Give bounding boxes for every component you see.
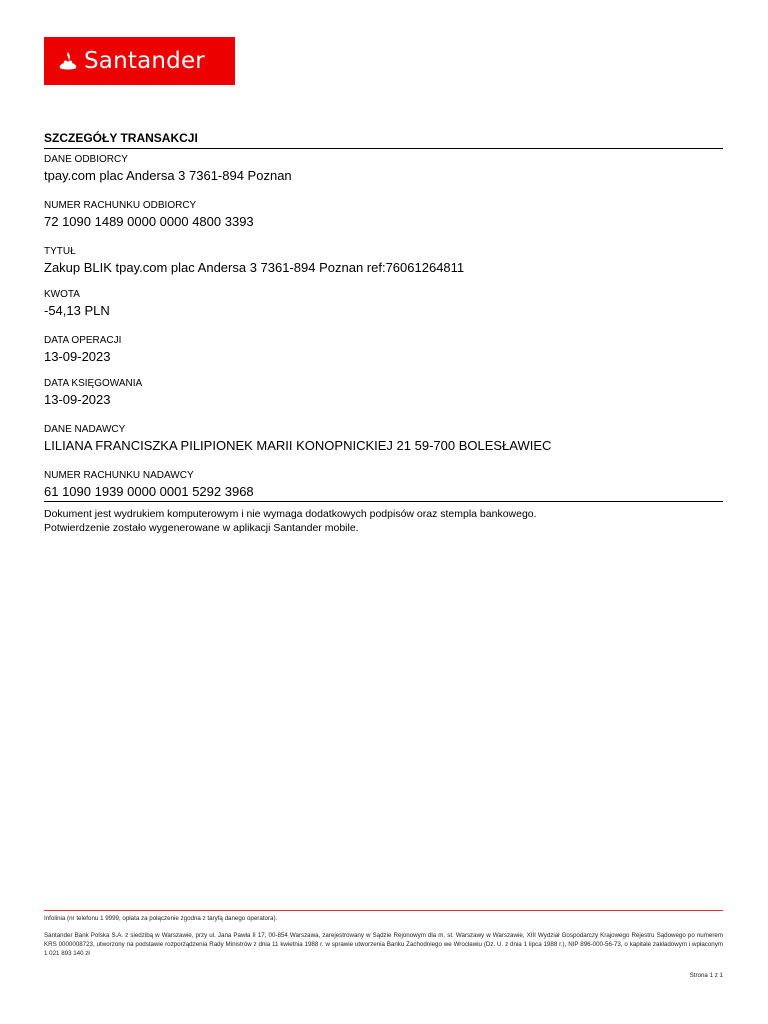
field-recipient — [44, 154, 292, 184]
field-value: 61 1090 1939 0000 0001 5292 3968 — [44, 484, 254, 499]
details-divider — [44, 501, 723, 502]
title-divider — [44, 148, 723, 149]
field-value: 13-09-2023 — [44, 349, 111, 364]
field-value: 72 1090 1489 0000 0000 4800 3393 — [44, 214, 254, 229]
field-operation-date — [44, 335, 121, 365]
field-label: NUMER RACHUNKU ODBIORCY — [44, 200, 197, 211]
footer-divider — [44, 910, 723, 911]
note-line: Dokument jest wydrukiem komputerowym i nie wymaga dodatkowych podpisów oraz stempla bankowego. — [44, 508, 537, 520]
field-label: NUMER RACHUNKU NADAWCY — [44, 470, 194, 481]
field-recipient-account — [44, 200, 254, 230]
footer-hotline: Infolinia (nr telefonu 1 9999, opłata za połączenie zgodna z taryfą danego operatora). — [44, 915, 278, 922]
field-value: -54,13 PLN — [44, 303, 110, 318]
brand-name: Santander — [84, 48, 205, 74]
field-sender-account — [44, 470, 254, 500]
flame-icon — [58, 51, 78, 71]
santander-logo — [44, 37, 235, 85]
field-label: DANE NADAWCY — [44, 424, 126, 435]
field-label: DANE ODBIORCY — [44, 154, 128, 165]
document-note — [44, 507, 537, 535]
field-value: Zakup BLIK tpay.com plac Andersa 3 7361-894 Poznan ref:76061264811 — [44, 260, 465, 275]
field-value: 13-09-2023 — [44, 392, 111, 407]
field-label: DATA KSIĘGOWANIA — [44, 378, 143, 389]
page-number: Strona 1 z 1 — [689, 972, 723, 979]
field-label: DATA OPERACJI — [44, 335, 122, 346]
field-label: KWOTA — [44, 289, 80, 300]
note-line: Potwierdzenie zostało wygenerowane w aplikacji Santander mobile. — [44, 522, 359, 534]
field-title — [44, 246, 464, 276]
footer-legal: Santander Bank Polska S.A. z siedzibą w Warszawie, przy ul. Jana Pawła II 17, 00-854 Warszawa, zarejestrowany w Sądzie Rejonowym dla m. st. Warszawy w Warszawie, XIII Wydział Gospodarczy Krajowego Rejestru Sądowego po numerem KRS 0000008723, utworzony na podstawie rozporządzenia Rady Ministrów z dnia 11 kwietnia 1988 r. w sprawie utworzenia Banku Zachodniego we Wrocławiu (Dz. U. z dnia 1 lipca 1988 r.), NIP 896-000-56-73, o kapitale zakładowym i wpłaconym 1 021 893 140 zł — [44, 932, 723, 957]
field-amount — [44, 289, 110, 319]
section-title: SZCZEGÓŁY TRANSAKCJI — [44, 131, 198, 145]
field-value: LILIANA FRANCISZKA PILIPIONEK MARII KONOPNICKIEJ 21 59-700 BOLESŁAWIEC — [44, 438, 552, 453]
field-booking-date — [44, 378, 142, 408]
field-label: TYTUŁ — [44, 246, 76, 257]
field-value: tpay.com plac Andersa 3 7361-894 Poznan — [44, 168, 292, 183]
field-sender — [44, 424, 551, 454]
